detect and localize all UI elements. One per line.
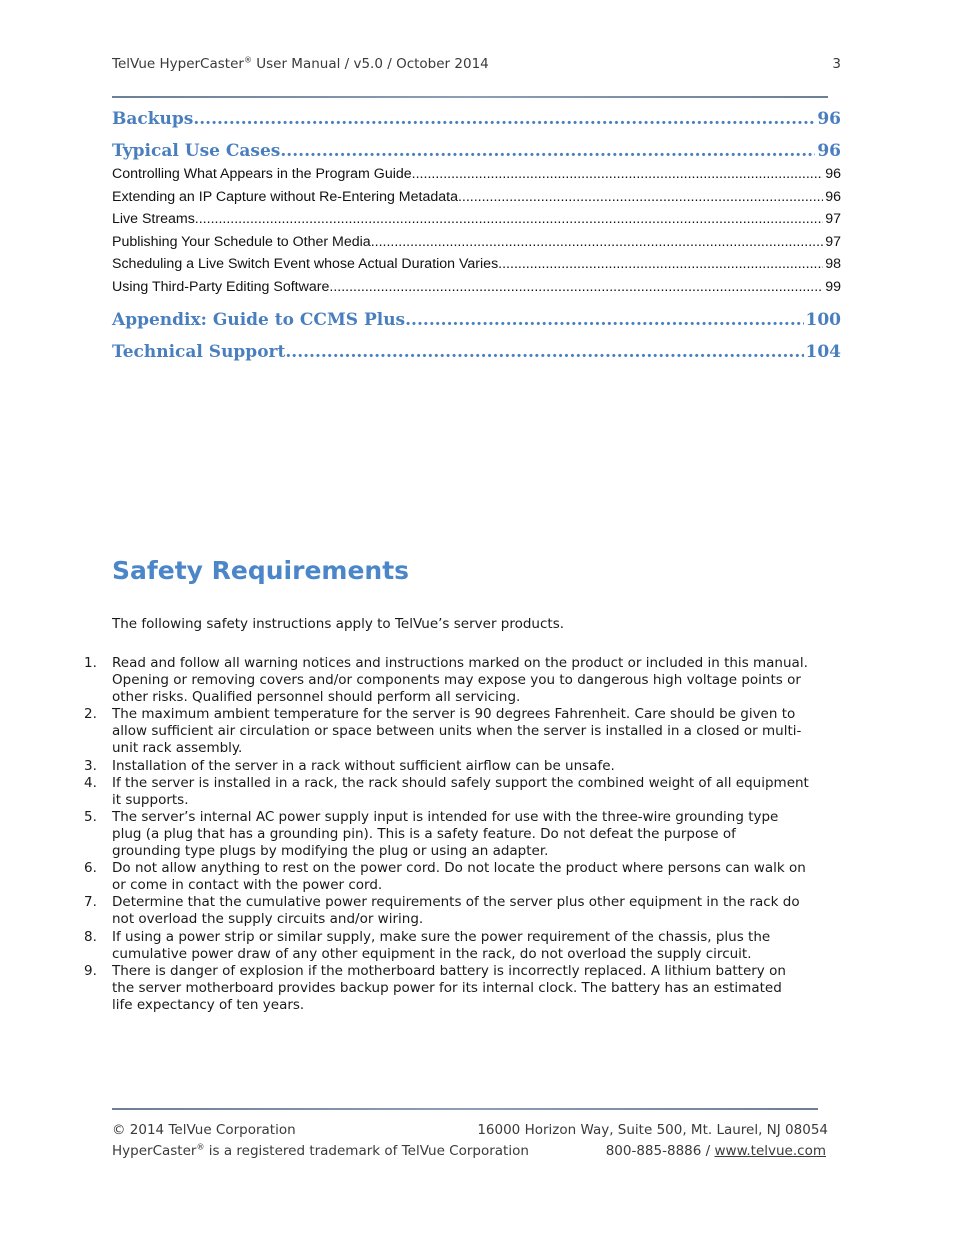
toc-entry-label: Extending an IP Capture without Re-Entering Metadata	[112, 189, 458, 205]
toc-entry[interactable]	[112, 279, 841, 295]
toc-leader-dots	[195, 211, 823, 227]
toc-leader-dots	[193, 109, 815, 129]
safety-item-line: Read and follow all warning notices and instructions marked on the product or included in this manual.	[112, 655, 808, 671]
section-intro: The following safety instructions apply to TelVue’s server products.	[112, 616, 565, 632]
toc-entry-label: Typical Use Cases	[112, 141, 281, 161]
safety-item-number: 7.	[84, 894, 97, 911]
toc-entry[interactable]	[112, 166, 841, 182]
safety-item-line: Installation of the server in a rack without sufficient airflow can be unsafe.	[112, 757, 615, 774]
toc-entry-page: 99	[825, 279, 841, 295]
toc-leader-dots	[280, 141, 815, 161]
safety-item-number: 9.	[84, 962, 97, 979]
toc-entry-label: Appendix: Guide to CCMS Plus	[112, 310, 406, 330]
safety-item	[84, 929, 844, 963]
toc-leader-dots	[285, 342, 803, 362]
safety-item-line: other risks. Qualified personnel should perform all servicing.	[112, 689, 521, 706]
footer-trademark-prefix: HyperCaster	[112, 1143, 197, 1159]
toc-entry-label: Technical Support	[112, 342, 286, 362]
header-rule	[112, 96, 828, 98]
toc-entry-page: 96	[825, 189, 841, 205]
header-title-prefix: TelVue HyperCaster	[112, 56, 244, 72]
toc-entry-label: Controlling What Appears in the Program Guide	[112, 166, 412, 182]
safety-item-line: Determine that the cumulative power requirements of the server plus other equipment in the rack do	[112, 894, 800, 911]
safety-item	[84, 809, 844, 860]
safety-item	[84, 963, 844, 1014]
footer-contact	[606, 1143, 826, 1159]
header-registered-mark: ®	[243, 55, 252, 65]
safety-instructions-list	[84, 655, 844, 1014]
toc-entry-label: Publishing Your Schedule to Other Media	[112, 234, 371, 250]
toc-entry[interactable]	[112, 109, 841, 129]
page-number: 3	[832, 56, 841, 72]
safety-item-line: grounding type plugs by modifying the plug or using an adapter.	[112, 843, 549, 860]
toc-leader-dots	[412, 166, 824, 182]
toc-leader-dots	[371, 234, 824, 250]
toc-entry[interactable]	[112, 234, 841, 250]
toc-entry-page: 96	[817, 109, 841, 129]
safety-item-number: 4.	[84, 774, 97, 791]
toc-entry-page: 98	[825, 256, 841, 272]
footer-trademark	[112, 1143, 529, 1159]
safety-item	[84, 860, 844, 894]
toc-entry-page: 104	[805, 342, 841, 362]
section-heading: Safety Requirements	[112, 556, 410, 585]
safety-item-line: The maximum ambient temperature for the server is 90 degrees Fahrenheit. Care should be given to	[112, 706, 796, 723]
toc-entry[interactable]	[112, 141, 841, 161]
safety-item	[84, 706, 844, 757]
footer-registered-mark: ®	[196, 1142, 205, 1152]
footer-copyright: © 2014 TelVue Corporation	[112, 1122, 296, 1138]
toc-entry-page: 97	[825, 211, 841, 227]
toc-entry[interactable]	[112, 342, 841, 362]
safety-item	[84, 775, 844, 809]
safety-item	[84, 655, 844, 706]
safety-item-number: 3.	[84, 757, 97, 774]
toc-entry[interactable]	[112, 256, 841, 272]
safety-item-line: The server’s internal AC power supply input is intended for use with the three-wire grounding type	[112, 808, 779, 825]
safety-item-line: unit rack assembly.	[112, 740, 243, 757]
toc-leader-dots	[405, 310, 803, 330]
toc-entry-page: 100	[805, 310, 841, 330]
toc-leader-dots	[329, 279, 823, 295]
safety-item-line: Opening or removing covers and/or components may expose you to dangerous high voltage points or	[112, 672, 801, 689]
footer-address: 16000 Horizon Way, Suite 500, Mt. Laurel, NJ 08054	[477, 1122, 828, 1138]
toc-entry[interactable]	[112, 310, 841, 330]
toc-entry[interactable]	[112, 211, 841, 227]
safety-item-line: If using a power strip or similar supply, make sure the power requirement of the chassis, plus the	[112, 928, 771, 945]
toc-entry-label: Live Streams	[112, 211, 195, 227]
safety-item	[84, 758, 844, 775]
safety-item-number: 2.	[84, 706, 97, 723]
toc-entry-page: 96	[817, 141, 841, 161]
safety-item-line: it supports.	[112, 791, 189, 808]
footer-phone: 800-885-8886	[605, 1143, 702, 1159]
safety-item-line: If the server is installed in a rack, the rack should safely support the combined weight of all equipment	[112, 774, 809, 791]
toc-entry-label: Scheduling a Live Switch Event whose Actual Duration Varies	[112, 256, 499, 272]
page-header	[112, 56, 841, 74]
toc-entry-page: 97	[825, 234, 841, 250]
header-title-suffix: User Manual / v5.0 / October 2014	[251, 56, 489, 72]
safety-item-line: plug (a plug that has a grounding pin). This is a safety feature. Do not defeat the purpose of	[112, 825, 736, 842]
footer-separator: /	[701, 1143, 715, 1159]
header-title	[112, 56, 489, 72]
footer-website-link[interactable]: www.telvue.com	[714, 1143, 826, 1159]
safety-item-line: life expectancy of ten years.	[112, 996, 305, 1013]
toc-entry-label: Backups	[112, 109, 194, 129]
safety-item-number: 6.	[84, 860, 97, 877]
safety-item-line: There is danger of explosion if the motherboard battery is incorrectly replaced. A lithium battery on	[112, 962, 786, 979]
toc-leader-dots	[498, 256, 823, 272]
safety-item-line: cumulative power draw of any other equipment in the rack, do not overload the supply circuit.	[112, 945, 752, 962]
safety-item-number: 5.	[84, 808, 97, 825]
safety-item-line: the server motherboard provides backup power for its internal clock. The battery has an estimated	[112, 979, 782, 996]
toc-entry[interactable]	[112, 189, 841, 205]
safety-item-number: 1.	[84, 655, 97, 671]
safety-item-line: allow sufficient air circulation or space between units when the server is installed in a closed or multi-	[112, 723, 802, 740]
toc-entry-page: 96	[825, 166, 841, 182]
toc-leader-dots	[458, 189, 823, 205]
footer-trademark-suffix: is a registered trademark of TelVue Corporation	[204, 1143, 529, 1159]
safety-item-line: Do not allow anything to rest on the power cord. Do not locate the product where persons can walk on	[112, 860, 806, 877]
footer-rule	[112, 1108, 818, 1110]
safety-item-number: 8.	[84, 928, 97, 945]
page-footer	[112, 1122, 832, 1162]
safety-item	[84, 894, 844, 928]
toc-entry-label: Using Third-Party Editing Software	[112, 279, 330, 295]
safety-item-line: or come in contact with the power cord.	[112, 877, 383, 894]
safety-item-line: not overload the supply circuits and/or wiring.	[112, 911, 424, 928]
